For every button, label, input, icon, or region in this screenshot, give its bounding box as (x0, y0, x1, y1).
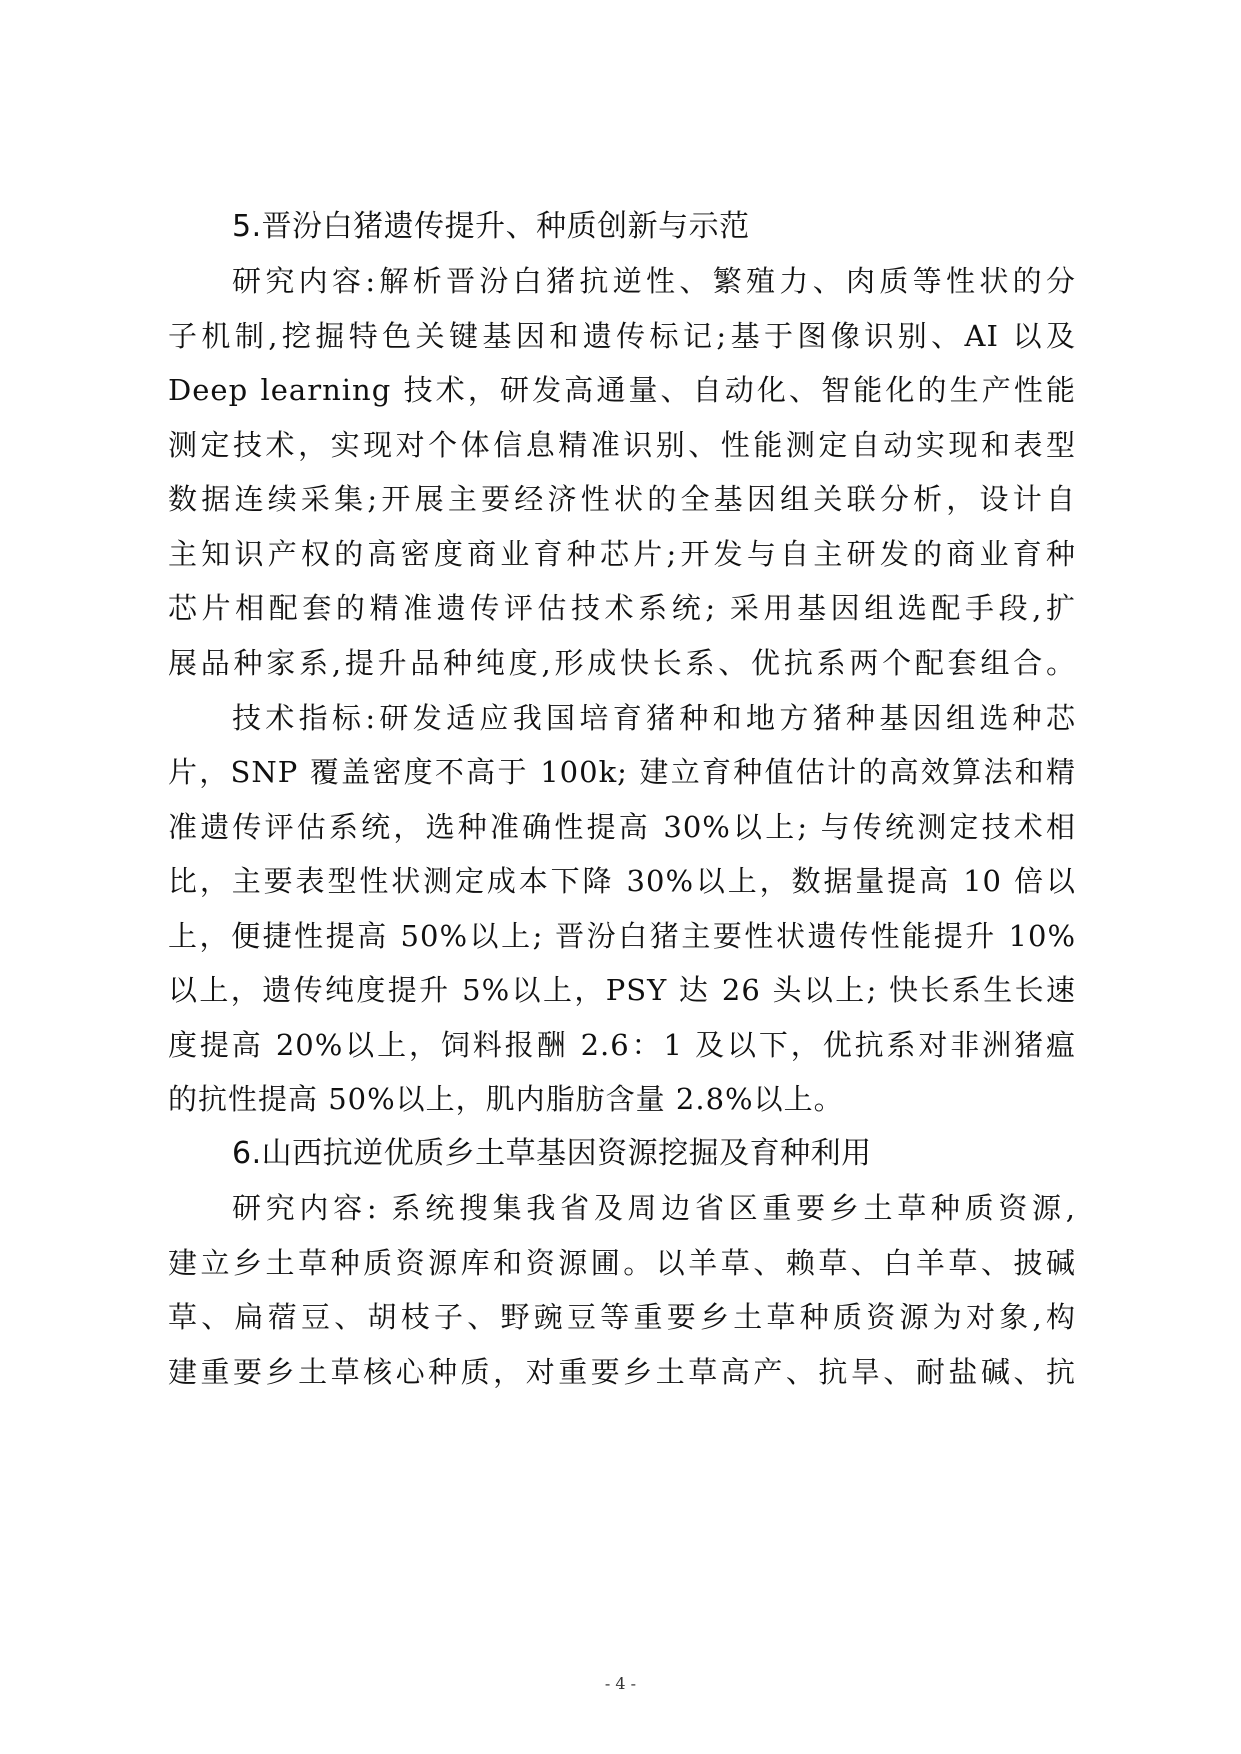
section-5-research-line-4: 测定技术，实现对个体信息精准识别、性能测定自动实现和表型 (168, 428, 1076, 462)
section-6-research-line-4: 建重要乡土草核心种质，对重要乡土草高产、抗旱、耐盐碱、抗 (168, 1355, 1076, 1389)
section-5-research-line-6: 主知识产权的高密度商业育种芯片;开发与自主研发的商业育种 (168, 537, 1076, 571)
section-5-heading: 5.晋汾白猪遗传提升、种质创新与示范 (232, 209, 750, 244)
section-5-research-line-2: 子机制,挖掘特色关键基因和遗传标记;基于图像识别、AI 以及 (168, 319, 1076, 353)
section-5-indicator-line-8: 的抗性提高 50%以上，肌内脂肪含量 2.8%以上。 (168, 1082, 844, 1116)
section-5-indicator-line-6: 以上，遗传纯度提升 5%以上，PSY 达 26 头以上; 快长系生长速 (168, 973, 1076, 1007)
section-5-indicator-line-1: 技术指标:研发适应我国培育猪种和地方猪种基因组选种芯 (232, 701, 1076, 735)
page-number: - 4 - (604, 1674, 637, 1693)
section-5-indicator-line-3: 准遗传评估系统，选种准确性提高 30%以上; 与传统测定技术相 (168, 810, 1076, 844)
section-5-indicator-line-7: 度提高 20%以上，饲料报酬 2.6：1 及以下，优抗系对非洲猪瘟 (168, 1028, 1076, 1062)
section-6-research-line-3: 草、扁蓿豆、胡枝子、野豌豆等重要乡土草种质资源为对象,构 (168, 1300, 1076, 1334)
section-6-heading: 6.山西抗逆优质乡土草基因资源挖掘及育种利用 (232, 1136, 872, 1171)
section-5-research-line-7: 芯片相配套的精准遗传评估技术系统; 采用基因组选配手段,扩 (168, 591, 1076, 625)
section-5-research-line-5: 数据连续采集;开展主要经济性状的全基因组关联分析，设计自 (168, 482, 1076, 516)
section-5-indicator-line-2: 片，SNP 覆盖密度不高于 100k; 建立育种值估计的高效算法和精 (168, 755, 1076, 789)
section-6-research-line-2: 建立乡土草种质资源库和资源圃。以羊草、赖草、白羊草、披碱 (168, 1246, 1076, 1280)
section-5-research-line-3: Deep learning 技术，研发高通量、自动化、智能化的生产性能 (168, 373, 1076, 407)
section-6-research-line-1: 研究内容: 系统搜集我省及周边省区重要乡土草种质资源, (232, 1191, 1076, 1225)
section-5-research-line-8: 展品种家系,提升品种纯度,形成快长系、优抗系两个配套组合。 (168, 646, 1076, 680)
section-5-indicator-line-4: 比，主要表型性状测定成本下降 30%以上，数据量提高 10 倍以 (168, 864, 1076, 898)
section-5-research-line-1: 研究内容:解析晋汾白猪抗逆性、繁殖力、肉质等性状的分 (232, 264, 1076, 298)
section-5-indicator-line-5: 上，便捷性提高 50%以上; 晋汾白猪主要性状遗传性能提升 10% (168, 919, 1076, 953)
